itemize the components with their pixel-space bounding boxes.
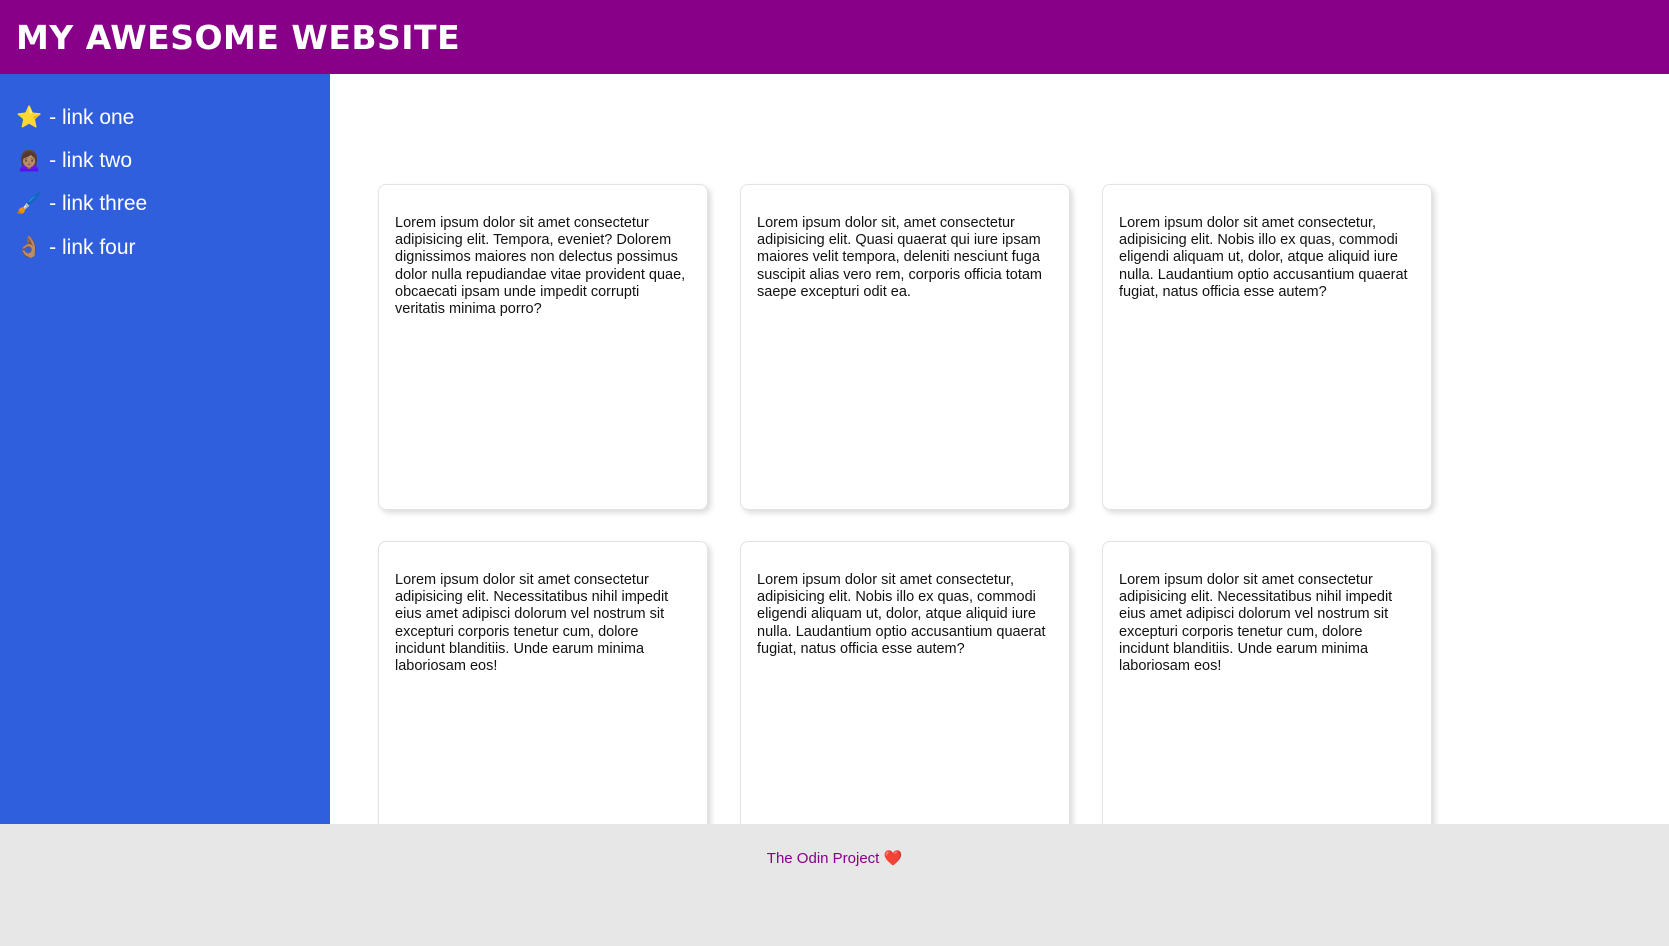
sidebar-item-label: - link one <box>49 106 135 129</box>
sidebar-item-link-one[interactable] <box>0 96 330 139</box>
main-content <box>330 74 1669 824</box>
ok-hand-icon: 👌🏽 <box>16 235 43 259</box>
card[interactable] <box>740 541 1070 824</box>
card[interactable] <box>378 184 708 510</box>
card-grid <box>330 114 1669 824</box>
sidebar-item-label: - link three <box>49 192 148 216</box>
site-header <box>0 0 1669 74</box>
sidebar-item-label: - link four <box>49 235 136 259</box>
card[interactable] <box>1102 184 1432 510</box>
card-text: Lorem ipsum dolor sit amet consectetur, adipisicing elit. Nobis illo ex quas, commodi eligendi aliquam ut, dolor, atque aliquid iure nulla. Laudantium optio accusantium quaerat fugiat, natus officia esse autem? <box>757 571 1046 658</box>
card-text: Lorem ipsum dolor sit amet consectetur adipisicing elit. Necessitatibus nihil impedit eius amet adipisci dolorum vel nostrum sit excepturi corporis tenetur cum, dolore incidunt blanditiis. Unde earum minima laboriosam eos! <box>395 571 669 675</box>
site-footer <box>0 824 1669 946</box>
content-area <box>0 74 1669 824</box>
sidebar-item-link-two[interactable] <box>0 139 330 182</box>
sidebar-nav <box>0 74 330 824</box>
footer-credit <box>767 849 902 867</box>
card-text: Lorem ipsum dolor sit, amet consectetur adipisicing elit. Quasi quaerat qui iure ipsam maiores velit tempora, deleniti nesciunt fuga suscipit alias vero rem, corporis officia totam saepe excepturi odit ea. <box>757 214 1043 301</box>
footer-credit-label: The Odin Project <box>766 850 884 867</box>
star-icon: ⭐ <box>16 106 43 130</box>
person-icon: 🙍🏽‍♀️ <box>16 149 43 173</box>
card-text: Lorem ipsum dolor sit amet consectetur, adipisicing elit. Nobis illo ex quas, commodi eligendi aliquam ut, dolor, atque aliquid iure nulla. Laudantium optio accusantium quaerat fugiat, natus officia esse autem? <box>1119 214 1408 301</box>
sidebar-item-link-four[interactable] <box>0 226 330 269</box>
card-text: Lorem ipsum dolor sit amet consectetur adipisicing elit. Necessitatibus nihil impedit eius amet adipisci dolorum vel nostrum sit excepturi corporis tenetur cum, dolore incidunt blanditiis. Unde earum minima laboriosam eos! <box>1119 571 1393 675</box>
heart-icon: ❤️ <box>883 850 903 867</box>
paintbrush-icon: 🖌️ <box>16 192 43 216</box>
sidebar-item-link-three[interactable] <box>0 182 330 225</box>
card[interactable] <box>378 541 708 824</box>
page-title: MY AWESOME WEBSITE <box>16 17 461 57</box>
card-text: Lorem ipsum dolor sit amet consectetur adipisicing elit. Tempora, eveniet? Dolorem dignissimos maiores non delectus possimus dolor nulla repudiandae vitae provident quae, obcaecati ipsam unde impedit corrupti veritatis minima porro? <box>395 214 686 318</box>
card[interactable] <box>740 184 1070 510</box>
sidebar-item-label: - link two <box>49 149 133 173</box>
card[interactable] <box>1102 541 1432 824</box>
